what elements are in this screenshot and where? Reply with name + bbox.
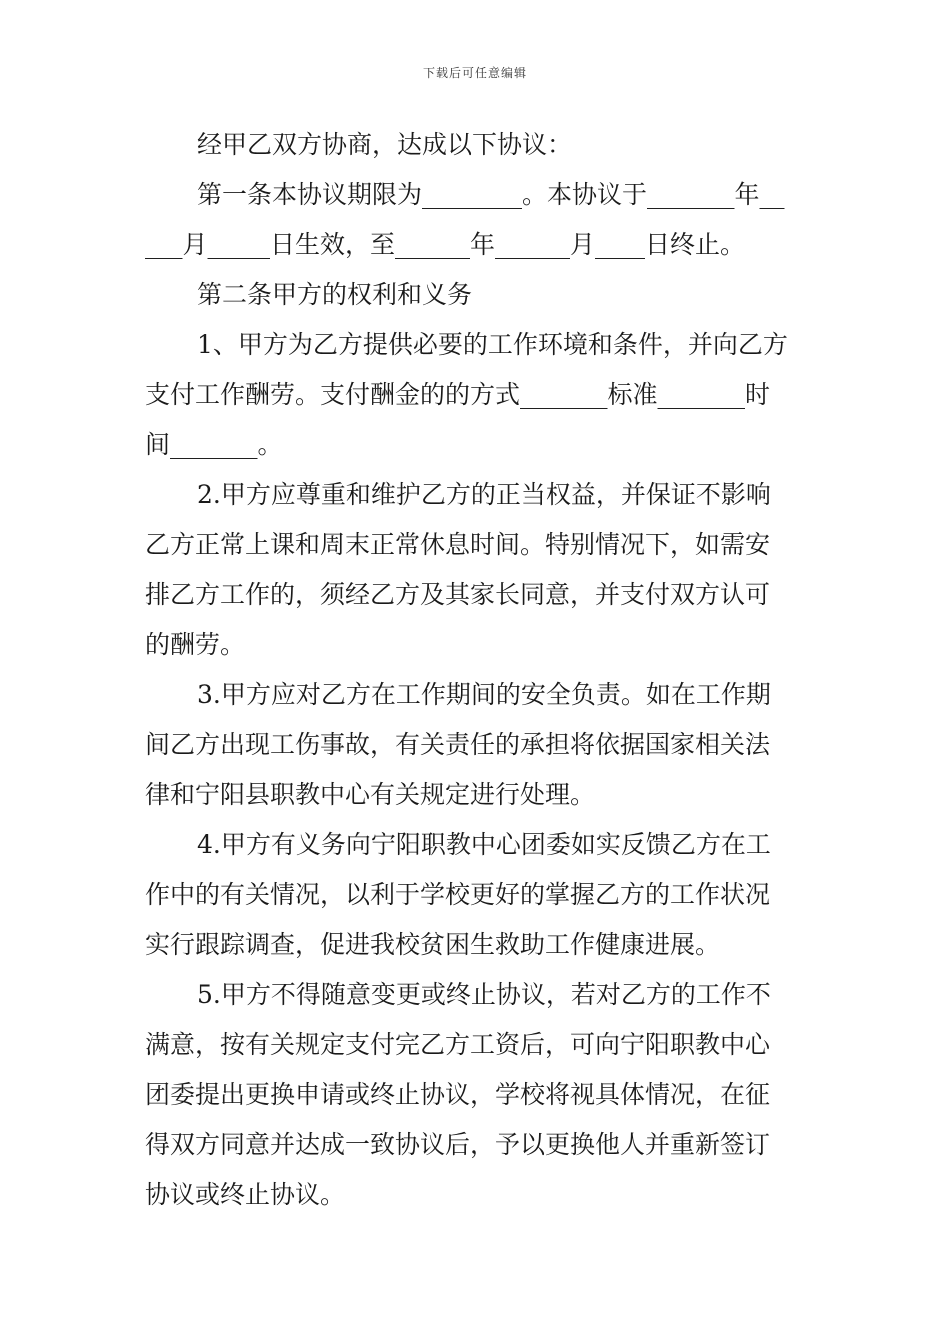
text-line: 团委提出更换申请或终止协议，学校将视具体情况，在征 [145,1080,771,1109]
paragraph-intro [145,120,810,170]
text-line: 3.甲方应对乙方在工作期间的安全负责。如在工作期 [197,680,771,709]
text-line: 得双方同意并达成一致协议后，予以更换他人并重新签订 [145,1130,771,1159]
text-line: 5.甲方不得随意变更或终止协议，若对乙方的工作不 [197,980,771,1009]
text-line: 间乙方出现工伤事故，有关责任的承担将依据国家相关法 [145,730,771,759]
paragraph-item-4 [145,820,810,970]
page-header: 下载后可任意编辑 [422,66,527,80]
text-line: 的酬劳。 [145,630,246,659]
text-line: ___月_____日生效，至______年______月____日终止。 [145,230,746,259]
text-line: 4.甲方有义务向宁阳职教中心团委如实反馈乙方在工 [197,830,771,859]
text-line: 间_______。 [145,430,283,459]
text-line: 律和宁阳县职教中心有关规定进行处理。 [145,780,596,809]
text-line: 排乙方工作的，须经乙方及其家长同意，并支付双方认可 [145,580,771,609]
text-line: 第一条本协议期限为________。本协议于_______年__ [197,180,785,209]
text-line: 2.甲方应尊重和维护乙方的正当权益，并保证不影响 [197,480,771,509]
paragraph-item-2 [145,470,810,670]
text-line: 作中的有关情况，以利于学校更好的掌握乙方的工作状况 [145,880,771,909]
document-body [145,120,810,1220]
text-line: 满意，按有关规定支付完乙方工资后，可向宁阳职教中心 [145,1030,771,1059]
paragraph-article-2-heading [145,270,810,320]
text-line: 协议或终止协议。 [145,1180,346,1209]
text-line: 经甲乙双方协商，达成以下协议： [197,130,573,159]
text-line: 1、甲方为乙方提供必要的工作环境和条件，并向乙方 [197,330,788,359]
paragraph-item-1 [145,320,810,470]
text-line: 第二条甲方的权利和义务 [197,280,473,309]
paragraph-article-1 [145,170,810,270]
paragraph-item-3 [145,670,810,820]
text-line: 支付工作酬劳。支付酬金的的方式_______标准_______时 [145,380,771,409]
text-line: 实行跟踪调查，促进我校贫困生救助工作健康进展。 [145,930,721,959]
paragraph-item-5 [145,970,810,1220]
text-line: 乙方正常上课和周末正常休息时间。特别情况下，如需安 [145,530,771,559]
